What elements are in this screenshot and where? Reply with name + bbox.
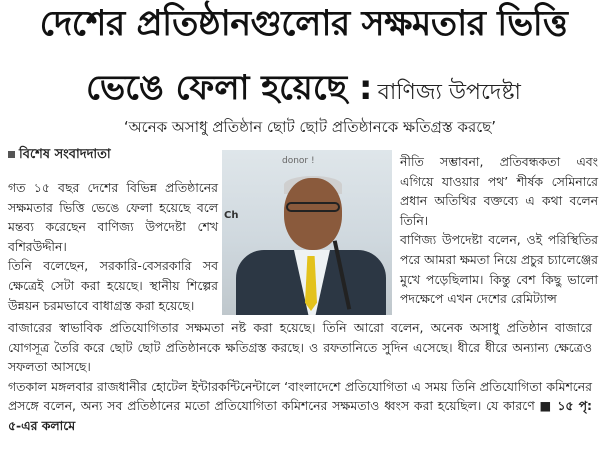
paragraph [8, 377, 592, 436]
paragraph: তিনি বলেছেন, সরকারি-বেসরকারি সব ক্ষেত্রেই সেটা করা হয়েছে। স্থানীয় শিল্পের উন্নয়ন চরমভাবে বাধাগ্রস্ত করা হয়েছে। [8, 258, 218, 313]
byline [8, 145, 111, 166]
paragraph: বাজারের স্বাভাবিক প্রতিযোগিতার সক্ষমতা নষ্ট করা হয়েছে। তিনি আরো বলেন, অনেক অসাধু প্রতিষ্ঠান বাজারে যোগসূত্র তৈরি করে ছোট ছোট প্রতিষ্ঠানকে ক্ষতিগ্রস্ত করছে। ও রফতানিতে সুদিন এসেছে। ধীরে ধীরে অন্যান্য ক্ষেত্রেও সফলতা আসছে। [8, 320, 592, 375]
headline-line1: দেশের প্রতিষ্ঠানগুলোর সক্ষমতার ভিত্তি [39, 4, 568, 44]
paragraph: বাণিজ্য উপদেষ্টা বলেন, ওই পরিস্থিতির পরে আমরা ক্ষমতা নিয়ে প্রচুর চ্যালেঞ্জের মুখে পড়েছিলাম। কিন্তু বেশ কিছু ভালো পদক্ষেপে এখন দেশের রেমিট্যান্স [400, 232, 598, 307]
headline-source: বাণিজ্য উপদেষ্টা [377, 80, 521, 105]
byline-text: বিশেষ সংবাদদাতা [19, 147, 111, 162]
photo-face [284, 178, 342, 250]
paragraph: নীতি সম্ভাবনা, প্রতিবন্ধকতা এবং এগিয়ে যাওয়ার পথ’ শীর্ষক সেমিনারে প্রধান অতিথির বক্তব্যে এ কথা বলেন তিনি। [400, 154, 598, 228]
subheadline-quote: ‘অনেক অসাধু প্রতিষ্ঠান ছোট ছোট প্রতিষ্ঠানকে ক্ষতিগ্রস্ত করছে’ [123, 118, 497, 136]
photo-sign-text: donor ! [282, 156, 315, 166]
article-right-column [400, 152, 598, 309]
article-left-column [8, 178, 218, 315]
continuation-note[interactable]: ■ ১৫ পৃ: ৫-এর কলামে [8, 398, 593, 433]
paragraph-text: গতকাল মঙ্গলবার রাজধানীর হোটেল ইন্টারকন্টিনেন্টালে ‘বাংলাদেশে প্রতিযোগিতা এ সময় তিনি প্রতিযোগিতা কমিশনের প্রসঙ্গে বলেন, অন্য সব প্রতিষ্ঠানের মতো প্রতিযোগিতা কমিশনের সক্ষমতাও ধ্বংস করা হয়েছিল। যে কারণে [8, 378, 592, 414]
headline-line2 [0, 62, 607, 119]
article-bottom-text [8, 318, 592, 436]
photo-glasses [286, 202, 340, 212]
bullet-square-icon [8, 151, 15, 158]
paragraph: গত ১৫ বছর দেশের বিভিন্ন প্রতিষ্ঠানের সক্ষমতার ভিত্তি ভেঙে ফেলা হয়েছে বলে মন্তব্য করেছেন বাণিজ্য উপদেষ্টা শেখ বশিরউদ্দীন। [8, 180, 218, 254]
news-photo [222, 150, 392, 315]
photo-side-text: Ch [224, 210, 239, 221]
headline-main: ভেঙে ফেলা হয়েছে : [86, 68, 373, 108]
